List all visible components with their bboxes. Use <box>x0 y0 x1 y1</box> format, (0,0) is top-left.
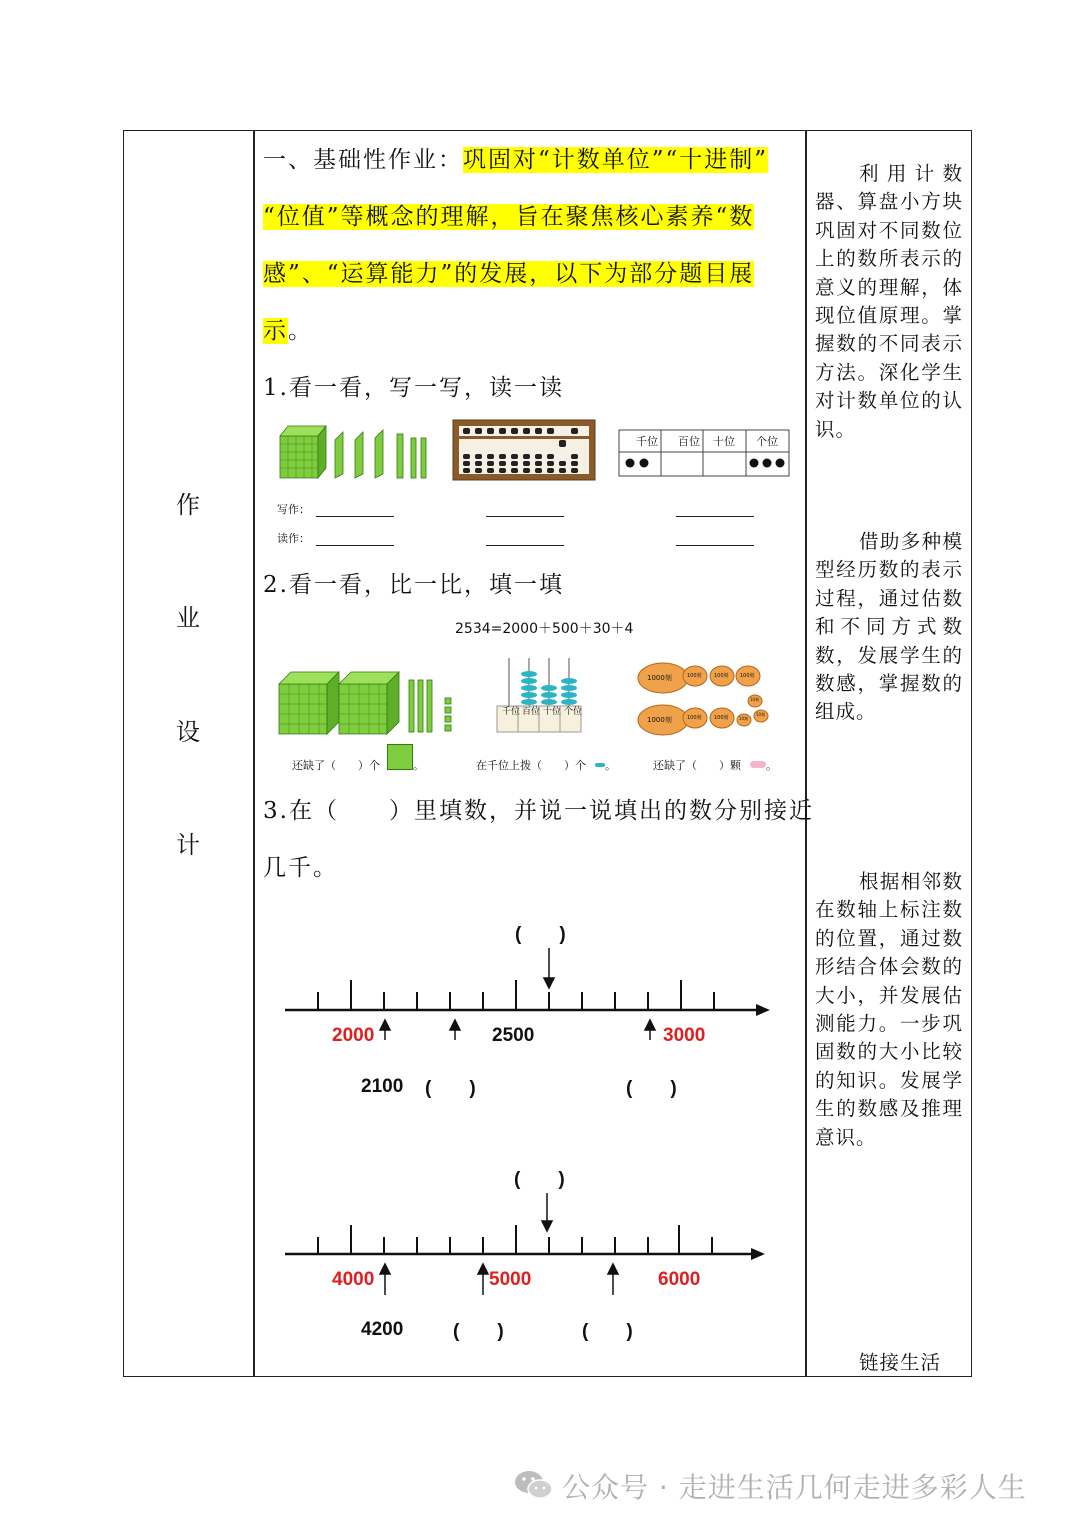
thousand-cube-icon <box>280 426 326 478</box>
axis-label: 5000 <box>489 1269 532 1290</box>
abacus-label: 千位 <box>501 707 520 717</box>
place-value-dots <box>626 459 785 468</box>
read-blank-3[interactable] <box>676 531 754 550</box>
bag-label: 100刻 <box>714 715 729 721</box>
read-blank-2[interactable] <box>486 531 564 550</box>
bead-icon <box>595 763 605 767</box>
answer-paren[interactable]: ( ) <box>425 1078 476 1099</box>
q2-figures <box>275 648 795 748</box>
bag-label: 1000刻 <box>647 716 672 724</box>
design-note-2: 借助多种模型经历数的表示过程，通过估数和不同方式数数，发展学生的数感，掌握数的组成。 <box>815 530 963 724</box>
q2-caption-2: 在千位上拨（ ）个 <box>476 759 586 772</box>
abacus-label: 十位 <box>542 707 561 717</box>
design-note-1: 利用计数器、算盘小方块巩固对不同数位上的数所表示的意义的理解，体现位值原理。掌握数的不同表示方法。深化学生对计数单位的认识。 <box>815 162 963 441</box>
bag-label: 1000刻 <box>647 674 672 682</box>
pv-header: 百位 <box>678 435 700 448</box>
q2-title: 2.看一看，比一比，填一填 <box>263 572 564 598</box>
read-label: 读作： <box>277 532 310 545</box>
axis-label: 2000 <box>332 1025 375 1046</box>
hundred-flat-icon <box>335 430 383 478</box>
ten-rod-icon <box>397 434 426 478</box>
answer-paren[interactable]: ( ) <box>514 1169 565 1190</box>
write-blank-2[interactable] <box>486 502 564 521</box>
section1-line4: 示。 <box>263 318 313 344</box>
section1-line1: 一、基础性作业：巩固对“计数单位”“十进制” <box>263 147 769 173</box>
q3-title-2: 几千。 <box>263 855 338 881</box>
period: 。 <box>766 759 777 772</box>
write-label: 写作： <box>277 503 310 516</box>
q2-caption-3: 还缺了（ ）颗 <box>653 759 741 772</box>
column-divider <box>253 130 255 1377</box>
period: 。 <box>413 759 424 772</box>
design-note-4: 链接生活 <box>859 1351 942 1374</box>
axis-label: 6000 <box>658 1269 701 1290</box>
abacus-label: 百位 <box>521 707 540 717</box>
answer-paren[interactable]: ( ) <box>453 1321 504 1342</box>
footer-watermark: 公众号 · 走进生活几何走进多彩人生 <box>562 1471 1027 1504</box>
bag-label: 100刻 <box>687 673 702 679</box>
q3-title-1: 3.在（ ）里填数，并说一说填出的数分别接近 <box>263 798 814 824</box>
left-char: 作 <box>176 491 200 519</box>
answer-paren[interactable]: ( ) <box>515 924 566 945</box>
write-blank-3[interactable] <box>676 502 754 521</box>
left-char: 设 <box>176 718 200 746</box>
thousand-cubes-icon <box>279 672 399 734</box>
read-blank-1[interactable] <box>316 531 394 550</box>
column-divider <box>805 130 807 1377</box>
pv-header: 千位 <box>636 435 658 448</box>
section1-line3: 感”、“运算能力”的发展，以下为部分题目展 <box>263 261 755 287</box>
q2-caption-1: 还缺了（ ）个 <box>292 759 380 772</box>
bag-label: 10刻 <box>750 697 760 702</box>
left-char: 业 <box>176 604 200 632</box>
axis-label: 4200 <box>361 1319 404 1340</box>
bag-label: 10刻 <box>739 716 749 721</box>
abacus-label: 个位 <box>563 707 582 717</box>
candy-icon <box>750 761 766 768</box>
abacus-icon <box>453 420 595 480</box>
pv-header: 个位 <box>756 435 778 448</box>
q2-equation: 2534=2000＋500＋30＋4 <box>455 621 634 637</box>
answer-paren[interactable]: ( ) <box>626 1078 677 1099</box>
counter-abacus-icon <box>497 658 581 732</box>
bag-label: 100刻 <box>740 673 755 679</box>
bag-label: 100刻 <box>687 715 702 721</box>
q1-figures <box>275 418 795 488</box>
section1-line2: “位值”等概念的理解，旨在聚焦核心素养“数 <box>263 204 755 230</box>
q1-title: 1.看一看，写一写，读一读 <box>263 375 564 401</box>
wechat-icon <box>513 1468 555 1502</box>
pv-header: 十位 <box>713 435 735 448</box>
ten-rods-icon <box>409 680 451 732</box>
bag-label: 100刻 <box>714 673 729 679</box>
write-blank-1[interactable] <box>316 502 394 521</box>
period: 。 <box>605 759 616 772</box>
axis-label: 2500 <box>492 1025 535 1046</box>
bag-label: 10刻 <box>756 712 766 717</box>
hundred-flat-icon <box>387 744 413 770</box>
answer-paren[interactable]: ( ) <box>582 1321 633 1342</box>
axis-label: 3000 <box>663 1025 706 1046</box>
axis-label: 2100 <box>361 1076 404 1097</box>
design-note-3: 根据相邻数在数轴上标注数的位置，通过数形结合体会数的大小，并发展估测能力。一步巩固数的大小比较的知识。发展学生的数感及推理意识。 <box>815 870 963 1149</box>
left-char: 计 <box>176 831 200 859</box>
axis-label: 4000 <box>332 1269 375 1290</box>
